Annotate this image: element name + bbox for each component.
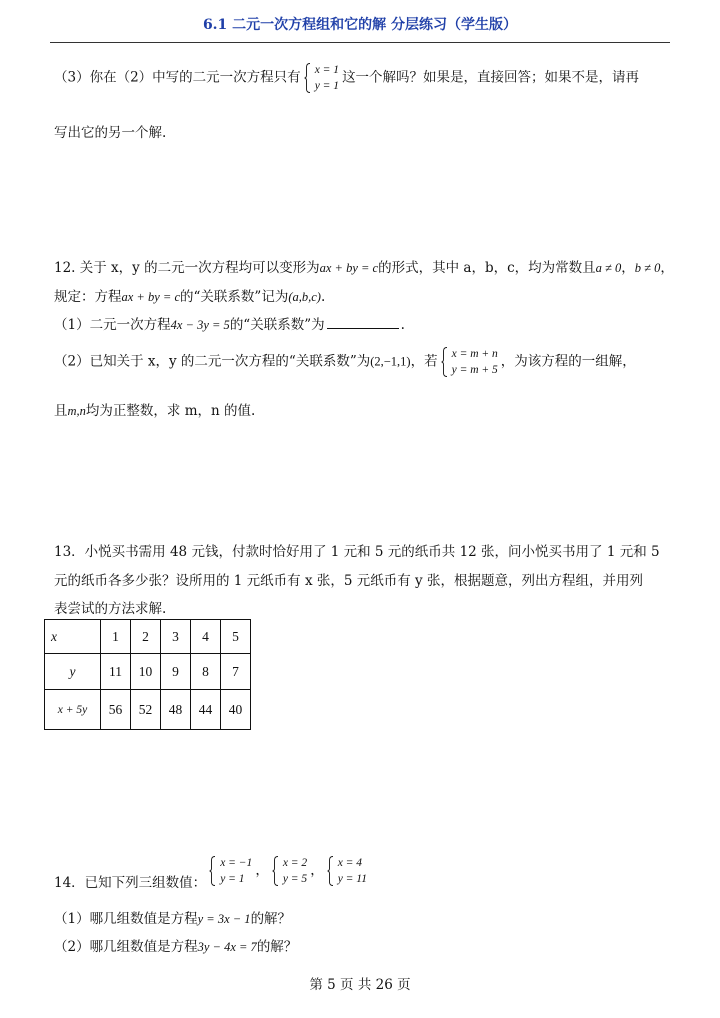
table-row-label: y	[45, 654, 101, 690]
q12-part2-line1	[54, 346, 636, 378]
q11-part3-line1	[54, 62, 639, 94]
q14-system-2-row-2: y = 5	[282, 873, 308, 885]
q12-part2-if: ，若	[410, 353, 438, 370]
q12-system-row-2: y = m + 5	[451, 364, 498, 376]
q12-part2-system	[441, 346, 498, 378]
q12-part2-ask: 均为正整数，求 m，n 的值.	[85, 403, 256, 419]
table-cell: 44	[191, 690, 221, 730]
q14-part1-text-2: 的解？	[250, 911, 292, 927]
q12-comma: ，	[621, 260, 635, 276]
q12-rule-text-2: 的“关联系数”记为	[180, 289, 289, 305]
table-cell: 7	[221, 654, 251, 690]
q11-part3-line2: 写出它的另一个解.	[54, 125, 167, 141]
table-cell: 40	[221, 690, 251, 730]
table-cell: 9	[161, 654, 191, 690]
q12-part2-line2	[54, 399, 255, 419]
q14-system-2-row-1: x = 2	[282, 857, 308, 869]
table-cell: 56	[101, 690, 131, 730]
brace-icon	[272, 856, 279, 886]
q12-intro: 12. 关于 x，y 的二元一次方程均可以变形为	[54, 260, 320, 276]
table-cell: 52	[131, 690, 161, 730]
q14-part1-text: （1）哪几组数值是方程	[54, 911, 198, 927]
q12-form-text: 的形式，其中 a，b，c，均为常数且	[378, 260, 596, 276]
q12-part2-coef: (2,−1,1)	[370, 354, 411, 369]
q11-part3-system	[304, 62, 339, 94]
q11-part3-suffix: 这一个解吗？如果是，直接回答；如果不是，请再	[342, 69, 640, 86]
brace-icon	[441, 347, 448, 377]
q12-part1-text: （1）二元一次方程	[54, 317, 171, 333]
table-cell: 2	[131, 620, 161, 654]
q14-system-3	[327, 855, 367, 887]
q11-system-row-1: x = 1	[314, 64, 340, 76]
q14-system-3-row-1: x = 4	[337, 857, 363, 869]
q14-part1-equation: y = 3x − 1	[197, 912, 251, 926]
q14-line1	[54, 855, 370, 891]
q14-part2	[54, 935, 297, 955]
table-row-label: x	[45, 620, 101, 654]
table-row	[45, 620, 251, 654]
q12-coef-notation: (a,b,c)	[288, 290, 321, 304]
brace-icon	[209, 856, 216, 886]
page-number: 第 5 页 共 26 页	[309, 977, 411, 993]
q12-rule-text: 规定：方程	[54, 289, 122, 305]
table-row	[45, 690, 251, 730]
q14-system-2	[272, 855, 307, 887]
q12-condition-b: b ≠ 0	[634, 261, 661, 275]
q14-part2-text-2: 的解？	[256, 939, 298, 955]
q11-part3-prefix: （3）你在（2）中写的二元一次方程只有	[54, 69, 301, 86]
q12-line2-end: .	[320, 289, 326, 305]
trial-table	[44, 619, 251, 730]
q13-line2: 元的纸币各多少张？设所用的 1 元纸币有 x 张，5 元纸币有 y 张，根据题意，列出方程组，并用列	[54, 573, 643, 589]
q12-part2-text-2: ，为该方程的一组解，	[500, 353, 636, 370]
header-rule	[50, 42, 670, 43]
q12-part2-and: 且	[54, 403, 68, 419]
q12-line1-end: ，	[660, 260, 674, 276]
q12-rule-equation: ax + by = c	[121, 290, 181, 304]
brace-icon	[327, 856, 334, 886]
table-cell: 10	[131, 654, 161, 690]
q14-part1	[54, 907, 291, 927]
q12-part2-mn: m,n	[67, 404, 86, 418]
table-cell: 8	[191, 654, 221, 690]
table-row-label: x + 5y	[45, 690, 101, 730]
table-cell: 11	[101, 654, 131, 690]
table-cell: 3	[161, 620, 191, 654]
q14-system-1-row-1: x = −1	[220, 857, 253, 869]
q13-line3: 表尝试的方法求解.	[54, 601, 167, 617]
q14-system-1	[209, 855, 252, 887]
answer-blank[interactable]	[327, 316, 399, 329]
q11-system-row-2: y = 1	[314, 80, 340, 92]
q12-line1	[54, 256, 674, 276]
q14-system-1-row-2: y = 1	[220, 873, 245, 885]
q14-system-3-row-2: y = 11	[337, 873, 367, 885]
q14-separator-2: ，	[310, 862, 324, 879]
table-cell: 4	[191, 620, 221, 654]
table-row	[45, 654, 251, 690]
q14-part2-text: （2）哪几组数值是方程	[54, 939, 198, 955]
q12-part1-end: .	[400, 317, 405, 333]
q14-separator-1: ，	[255, 862, 269, 879]
q12-system-row-1: x = m + n	[451, 348, 498, 360]
q12-part1	[54, 313, 405, 333]
table-cell: 1	[101, 620, 131, 654]
q12-part1-equation: 4x − 3y = 5	[170, 318, 230, 332]
q14-part2-equation: 3y − 4x = 7	[197, 940, 257, 954]
q13-line1: 13．小悦买书需用 48 元钱，付款时恰好用了 1 元和 5 元的纸币共 12 张，问小悦买书用了 1 元和 5	[54, 544, 660, 560]
q12-part2-text: （2）已知关于 x，y 的二元一次方程的“关联系数”为	[54, 353, 371, 370]
q12-part1-text-2: 的“关联系数”为	[229, 317, 325, 333]
page-header-title: 6.1 二元一次方程组和它的解 分层练习（学生版）	[202, 17, 518, 33]
q12-general-equation: ax + by = c	[319, 261, 379, 275]
table-cell: 48	[161, 690, 191, 730]
table-cell: 5	[221, 620, 251, 654]
brace-icon	[304, 63, 311, 93]
q14-intro: 14．已知下列三组数值：	[54, 874, 207, 891]
q12-condition-a: a ≠ 0	[595, 261, 622, 275]
q12-line2	[54, 285, 325, 305]
